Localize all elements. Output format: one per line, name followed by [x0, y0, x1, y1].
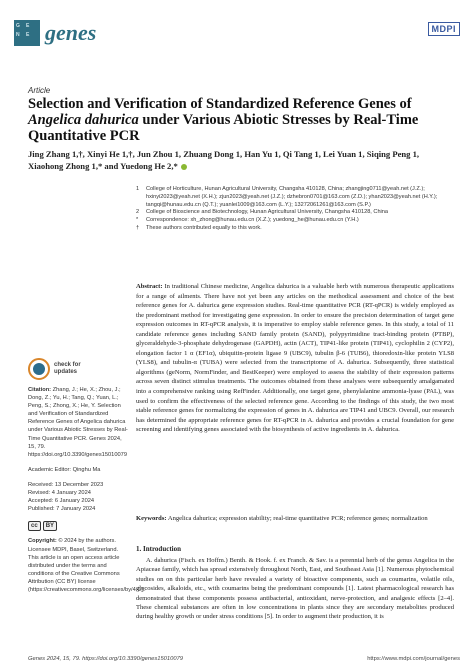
journal-name: genes — [45, 20, 97, 45]
publisher-logo[interactable]: MDPI — [428, 22, 461, 36]
article-type: Article — [28, 86, 51, 95]
section-heading: 1. Introduction — [136, 545, 181, 553]
intro-paragraph: A. dahurica (Fisch. ex Hoffm.) Benth. & Hook. f. ex Franch. & Sav. is a perennial herb of the genus Angelica in the Apiaceae family, which has spread extensively throughout North, East, and Southeast Asia [1]. Numerous phytochemical studies on on this particular herb have revealed a variety of bioactive components, such as coumarins, volatile oils, glycosides, alkaloids, etc., with coumarins being the predominant compounds [1]. Latest pharmacological research has demonstrated that these components possess antibacterial, antioxidant, nerve-protection, and analgesic effects [2–4]. These chemical substances are often in low concentrations in plants since they are secondary metabolites produced during healthy growth or under stress conditions [5]. In order to augment their production, it is — [136, 557, 454, 621]
affiliation-item: † These authors contributed equally to this work. — [136, 224, 262, 231]
affiliations — [136, 186, 454, 233]
orcid-icon[interactable] — [181, 164, 187, 170]
keywords — [136, 514, 454, 524]
author-list: Jing Zhang 1,†, Xinyi He 1,†, Jun Zhou 1, Zhuang Dong 1, Han Yu 1, Qi Tang 1, Lei Yuan 1, Siqing Peng 1, Xiaohong Zhong 1,* and Yuedong He 2,* — [28, 149, 420, 171]
cc-license-badge[interactable] — [28, 521, 128, 531]
article-sidebar — [28, 386, 146, 601]
cc-icon: cc — [28, 521, 41, 531]
page-footer — [28, 656, 460, 662]
abstract-text: In traditional Chinese medicine, Angelica dahurica is a valuable herb with numerous therapeutic applications for a range of ailments. There have not yet been any articles on the methodical assessment and choice of the best reference genes for A. dahurica gene expression studies. Real-time quantitative PCR (RT-qPCR) is widely employed as the predominant method for investigating gene expression. In order to ensure the precision determination of target gene expression outcomes in RT-qPCR analysis, it is imperative to employ stable reference genes. In this study, a total of 11 candidate reference genes including SAND family protein (SAND), polypyrimidine tract-binding protein (PTBP), glyceraldehyde-3-phosphate dehydrogenase (GAPDH), actin (ACT), TIP41-like protein (TIP41), cyclophilin 2 (CYP2), elongation factor 1 α (EF1α), ubiquitin-protein ligase 9 (UBC9), tubulin β-6 (TUB6), thioredoxin-like protein YLS8 (YLS8), and tubulin-α (TUBA) were selected from the transcriptome of A. dahurica. Subsequently, three statistical algorithms (geNorm, NormFinder, and BestKeeper) were employed to assess the stability of their expression patterns across seven distinct stimulus treatments. The outcomes obtained from these analyses were subsequently amalgamated into a comprehensive ranking using RefFinder. Additionally, one target gene, phenylalanine ammonia-lyase (PAL), was used to confirm the effectiveness of the selected reference gene. According to the findings of this study, the two most stable reference genes for normalizing the expression of genes in A. dahurica are TIP41 and UBC9. Overall, our research has determined the appropriate reference genes for RT-qPCR in A. dahurica and provides a crucial foundation for gene screening and identifying genes associated with the biosynthesis of active ingredients in A. dahurica. — [136, 283, 454, 434]
affiliation-item: * Correspondence: xh_zhong@hunau.edu.cn (X.Z.); yuedong_he@hunau.edu.cn (Y.H.) — [136, 217, 359, 224]
abstract — [136, 282, 454, 435]
keywords-text: Angelica dahurica; expression stability; real-time quantitative PCR; reference genes; normalization — [166, 515, 428, 522]
keywords-label: Keywords: — [136, 515, 167, 522]
journal-logo — [14, 20, 96, 46]
citation: Citation: Zhang, J.; He, X.; Zhou, J.; Dong, Z.; Yu, H.; Tang, Q.; Yuan, L.; Peng, S.; Zhong, X.; He, Y. Selection and Verification of Standardized Reference Genes of Angelica dahurica under Various Abiotic Stresses by Real-Time Quantitative PCR. Genes 2024, 15, 79. https://doi.org/10.3390/genes15010079 — [28, 387, 128, 458]
affiliation-item: 2 College of Bioscience and Biotechnology, Hunan Agricultural University, Changsha 410128, China — [136, 209, 389, 216]
footer-journal-link[interactable]: https://www.mdpi.com/journal/genes — [367, 656, 460, 662]
check-for-updates-button[interactable]: check for updates — [28, 358, 81, 380]
paper-title: Selection and Verification of Standardized Reference Genes of Angelica dahurica under Various Abiotic Stresses by Real-Time Quantitative PCR — [28, 96, 419, 144]
footer-citation[interactable]: Genes 2024, 15, 79. https://doi.org/10.3390/genes15010079 — [28, 656, 184, 662]
abstract-label: Abstract: — [136, 283, 163, 290]
affiliation-item: 1 College of Horticulture, Hunan Agricultural University, Changsha 410128, China; zhangjing0711@yeah.net (J.Z.); hxinyi2023@yeah.net (X.H.); zjun2023@yeah.net (J.Z.); dzhebron0701@163.com (Z.D.); yhan2023@yeah.net (H.Y.); tangqi@hunau.edu.cn (Q.T.); yuanlei1009@163.com (L.Y.); 13272061261@163.com (S.P.) — [136, 186, 438, 208]
publication-dates: Received: 13 December 2023 Revised: 4 January 2024 Accepted: 6 January 2024 Published: 7 January 2024 — [28, 481, 104, 513]
copyright: Copyright: © 2024 by the authors. Licensee MDPI, Basel, Switzerland. This article is an open access article distributed under the terms and conditions of the Creative Commons Attribution (CC BY) license (https://creativecommons.org/licenses/by/4.0/). — [28, 538, 146, 593]
by-icon: BY — [43, 521, 57, 531]
genes-logo-icon: G E N E — [14, 20, 40, 46]
academic-editor: Academic Editor: Qinghu Ma — [28, 466, 101, 473]
check-updates-icon — [28, 358, 50, 380]
